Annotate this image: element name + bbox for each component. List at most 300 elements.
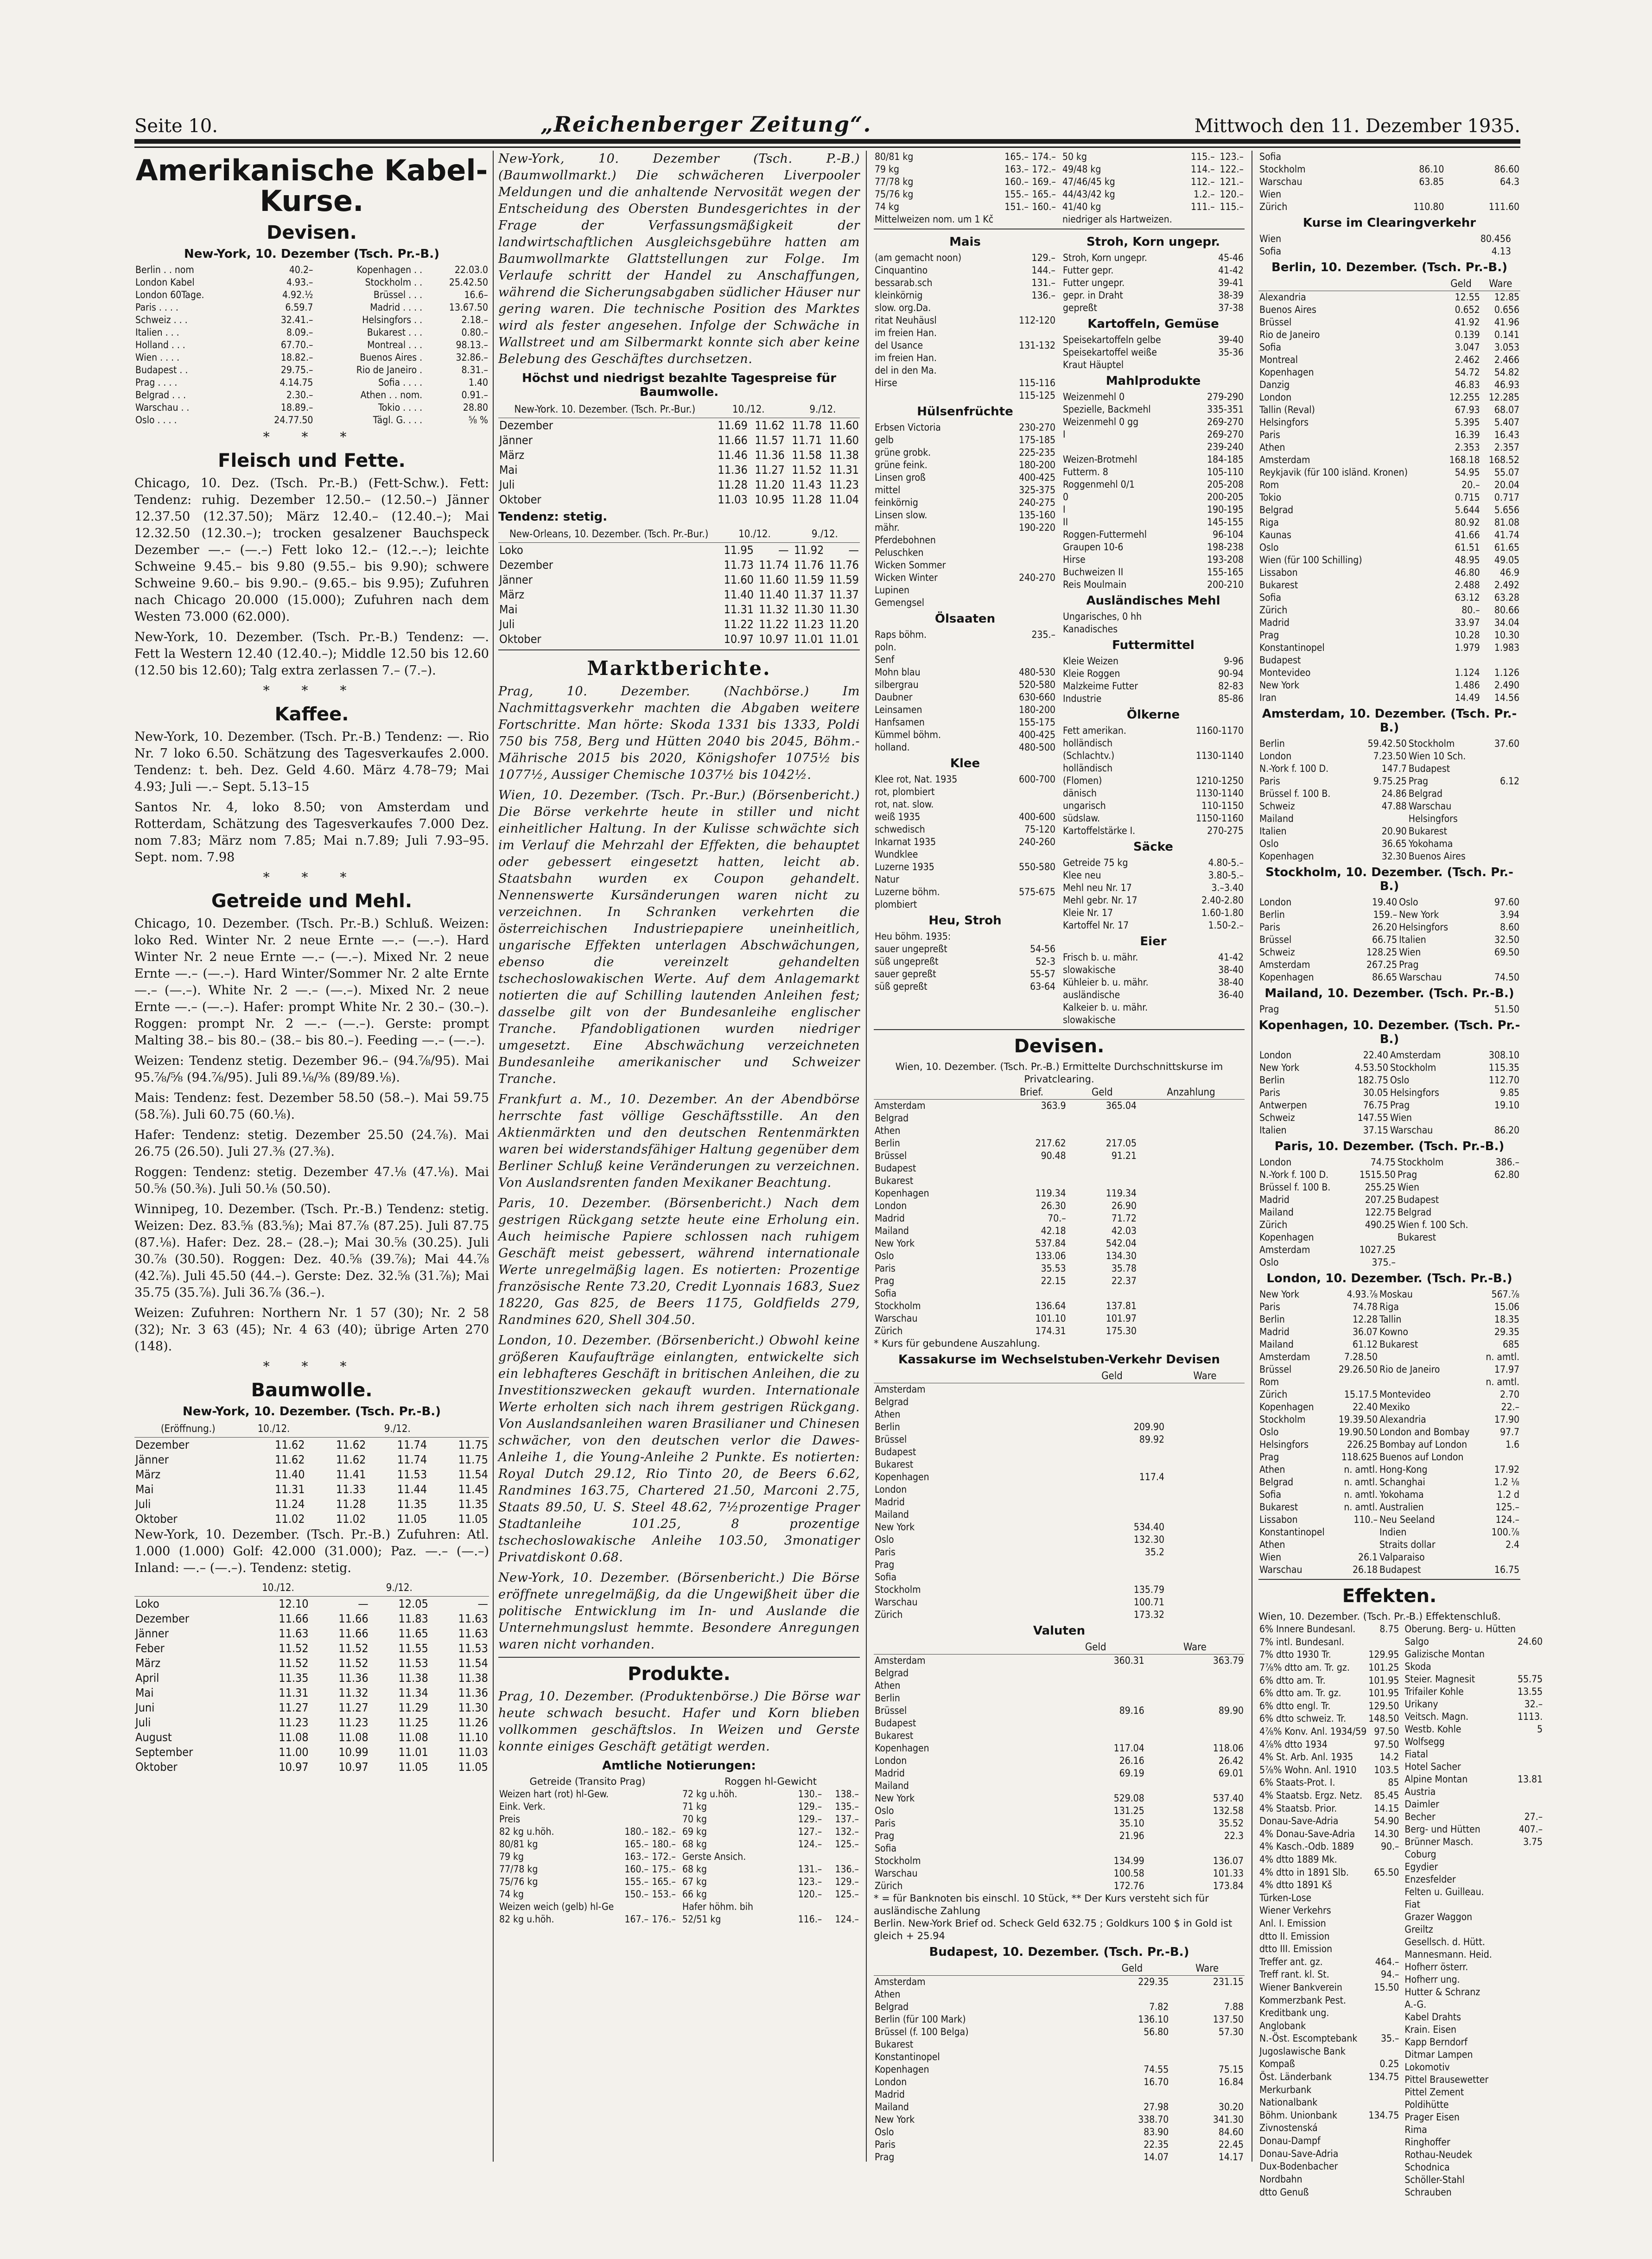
table-cell: Nationalbank	[1259, 2097, 1318, 2108]
stockholm-table	[1258, 896, 1520, 984]
table-cell: Berlin	[1259, 738, 1285, 749]
table-cell: London	[1259, 392, 1292, 403]
table-row	[1258, 2058, 1400, 2071]
table-cell: 11.63	[458, 1612, 488, 1625]
table-cell: Athen	[875, 1680, 901, 1691]
table-cell: 3.80-5.–	[1208, 870, 1244, 881]
table-cell: 4⅞% dtto 1934	[1259, 1738, 1328, 1750]
table-cell: 163.–	[624, 1851, 648, 1862]
table-cell	[1354, 813, 1407, 825]
divider	[1258, 1579, 1520, 1580]
table-cell: Inkarnat 1935	[875, 836, 936, 847]
table-cell: 160.–	[1004, 176, 1029, 187]
table-cell: 69.50	[1494, 947, 1519, 958]
mailand-table	[1258, 1003, 1520, 1016]
table-row	[874, 811, 1056, 823]
table-cell: ritat Neuhäusl	[875, 315, 937, 326]
table-cell: 128.25	[1366, 947, 1398, 958]
table-row	[874, 823, 1056, 836]
table-cell: 172.–	[1032, 164, 1056, 175]
table-cell: 46.83	[1455, 379, 1480, 390]
table-row	[134, 1452, 489, 1467]
table-cell: Kraut Häuptel	[1063, 359, 1124, 370]
table-cell: 12.85	[1494, 292, 1519, 303]
table-cell: Tallin	[1379, 1314, 1402, 1325]
table-cell: 21.96	[1119, 1830, 1144, 1841]
table-cell: Warschau . .	[135, 402, 190, 413]
table-cell: 54.82	[1494, 367, 1519, 378]
table-cell: 155-165	[1207, 566, 1244, 578]
table-row	[1258, 2096, 1400, 2109]
table-cell: 15.17.5	[1344, 1389, 1378, 1400]
table-cell: 168.18	[1449, 454, 1480, 465]
table-cell: Hirse	[875, 377, 897, 388]
table-cell: 360.31	[1113, 1655, 1144, 1666]
table-cell: Mohn blau	[875, 667, 921, 678]
table-cell	[1165, 1596, 1245, 1609]
table-row	[874, 1187, 1245, 1200]
table-cell	[1517, 2161, 1544, 2174]
table-cell: 39-40	[1218, 334, 1244, 345]
table-cell: 165.–	[652, 1876, 676, 1887]
table-cell: Mailand	[875, 2101, 909, 2113]
table-cell: 32.41.–	[280, 314, 313, 325]
table-cell: 117.4	[1139, 1471, 1164, 1483]
table-row	[1258, 1687, 1400, 1700]
table-cell: Öst. Länderbank	[1259, 2071, 1332, 2083]
table-cell: 11.60	[829, 433, 859, 447]
table-cell: 41/40 kg	[1062, 201, 1101, 212]
table-cell: Oslo	[1399, 897, 1418, 908]
table-cell	[1487, 1194, 1520, 1206]
table-cell: Budapest	[875, 1446, 916, 1457]
heu-table	[874, 930, 1056, 993]
table-cell: 22.3	[1224, 1830, 1244, 1841]
table-cell: Kaunas	[1259, 529, 1291, 541]
table-cell	[1095, 2038, 1170, 2051]
table-cell: Rom	[1259, 1376, 1279, 1387]
table-cell: 16.84	[1218, 2076, 1244, 2087]
table-cell: Zürich	[1259, 1389, 1288, 1400]
table-cell: Kopenhagen	[1259, 972, 1314, 983]
table-cell: 12.255	[1449, 392, 1480, 403]
table-cell: kleinkörnig	[875, 290, 923, 301]
table-cell: 26.18	[1352, 1564, 1378, 1575]
table-cell	[1487, 1206, 1520, 1219]
table-cell	[1067, 1162, 1137, 1175]
table-row	[1258, 1464, 1520, 1476]
table-cell	[1169, 2088, 1245, 2101]
saecke-title: Säcke	[1133, 840, 1173, 854]
table-row	[874, 1817, 1245, 1830]
table-cell: 115.35	[1488, 1062, 1519, 1073]
table-cell: Prag	[875, 1275, 895, 1286]
table-header-cell: 9./12.	[790, 527, 860, 543]
table-cell: 67.93	[1455, 404, 1480, 415]
table-row	[874, 471, 1056, 484]
table-cell: 153.–	[652, 1889, 676, 1900]
table-cell: 11.08	[398, 1731, 428, 1744]
table-row	[874, 421, 1056, 434]
table-cell: 63.85	[1419, 176, 1444, 187]
table-cell	[1367, 2173, 1400, 2186]
table-cell: 18.35	[1494, 1314, 1519, 1325]
table-cell: Cinquantino	[875, 265, 928, 276]
table-cell: n. amtl.	[1344, 1476, 1378, 1488]
table-cell: 6.59.7	[285, 302, 313, 313]
table-row	[1258, 1194, 1520, 1206]
table-row	[1258, 1363, 1520, 1376]
table-cell: Anl. I. Emission	[1259, 1917, 1326, 1929]
table-cell	[999, 898, 1056, 911]
table-row	[874, 327, 1056, 339]
table-cell	[993, 559, 1056, 572]
table-row	[1062, 554, 1245, 566]
table-row	[1258, 354, 1520, 366]
table-cell: Berg- und Hütten	[1404, 1824, 1480, 1835]
table-cell: 11.28	[336, 1497, 366, 1511]
table-row	[1258, 341, 1520, 354]
table-cell: Sofia	[1259, 246, 1282, 257]
eier-table	[1062, 951, 1245, 1026]
table-row	[1258, 566, 1520, 579]
table-cell: Tokio . . . .	[378, 402, 423, 413]
table-cell: Budapest	[875, 1718, 916, 1729]
table-cell	[1165, 1458, 1245, 1471]
table-cell: 2.40-2.80	[1201, 895, 1244, 906]
table-header-cell: 10./12.	[247, 1580, 309, 1597]
table-cell: Juli	[499, 617, 515, 631]
table-cell: Indien	[1379, 1527, 1407, 1538]
table-row	[874, 1508, 1245, 1521]
table-row	[1062, 882, 1245, 894]
table-cell: 46.80	[1455, 567, 1480, 578]
table-row	[874, 2063, 1245, 2076]
table-row	[1061, 188, 1245, 201]
table-cell: Prag . . . .	[135, 377, 178, 388]
table-cell: Paris	[1259, 1301, 1280, 1312]
table-cell	[1165, 1471, 1245, 1483]
table-row	[874, 1680, 1245, 1692]
table-cell: Bombay auf London	[1379, 1439, 1468, 1450]
table-cell: Amsterdam	[1259, 1351, 1310, 1362]
table-row	[874, 446, 1056, 459]
table-cell	[1517, 1861, 1544, 1873]
table-cell: 27.–	[1524, 1811, 1543, 1822]
table-row	[1258, 1074, 1520, 1087]
table-row	[874, 2013, 1245, 2026]
table-row	[874, 1396, 1245, 1408]
table-row	[874, 729, 1056, 741]
table-cell: mähr.	[875, 522, 900, 533]
table-row	[874, 1312, 1245, 1325]
table-cell: 11.03	[458, 1745, 488, 1759]
table-row	[874, 1408, 1245, 1421]
table-cell: Kopenhagen	[1259, 1401, 1314, 1413]
table-cell: Mailand	[875, 1780, 909, 1791]
table-cell: Mai	[135, 1686, 154, 1699]
table-row	[1258, 775, 1520, 788]
table-cell	[1165, 1546, 1245, 1559]
table-cell	[1145, 1717, 1245, 1730]
table-cell	[1165, 1433, 1245, 1446]
table-cell: 11.76	[829, 558, 859, 572]
table-cell: 136.–	[1031, 290, 1055, 301]
table-cell: 97.50	[1374, 1738, 1399, 1750]
table-cell	[622, 1788, 649, 1801]
table-header-cell	[1258, 277, 1441, 291]
table-row	[874, 898, 1056, 911]
table-cell: 11.35	[279, 1671, 309, 1685]
table-cell: ⅝ %	[468, 414, 488, 426]
table-cell: 76.75	[1363, 1100, 1388, 1111]
table-row	[874, 1596, 1245, 1609]
table-cell: 10.97	[279, 1760, 309, 1774]
table-row	[1061, 151, 1245, 163]
table-row	[1258, 629, 1520, 642]
table-cell: 15.06	[1494, 1301, 1519, 1312]
table-row	[1404, 2024, 1544, 2036]
table-cell	[1169, 2051, 1245, 2063]
table-cell: 132.–	[835, 1826, 859, 1837]
table-row	[1258, 1501, 1520, 1514]
cotton-market-report: New-York, 10. Dezember (Tsch. P.-B.) (Baumwollmarkt.) Die schwächeren Liverpooler Meldungen und die anhaltende Nervosität wegen der Entscheidung des Obersten Bundesgerichtes in der Frage der Verfassungsmäßigkeit der landwirtschaftlichen Ausgleichsgebühre hatten am Baumwollmarkte Glattstellungen zur Folge. Im Verlaufe schritt der Handel zu Anschaffungen, während die Sicherungsabgaben südlicher Häuser nur gering waren. Die technische Position des Marktes wird als fester angesehen. Infolge der Schwäche in Wallstreet und am Silbermarkt konnte sich aber keine Belebung des Geschäftes durchsetzen.	[498, 152, 860, 366]
table-header-row	[134, 1421, 489, 1438]
table-cell: 14.07	[1144, 2151, 1169, 2163]
clearing-title: Kurse im Clearingverkehr	[1303, 216, 1476, 230]
table-cell: 41-42	[1218, 952, 1244, 963]
column-divider	[493, 151, 494, 2162]
table-cell: 11.66	[338, 1627, 369, 1640]
table-cell: Luzerne 1935	[875, 861, 934, 872]
table-row	[874, 509, 1056, 522]
mais-table	[874, 252, 1056, 402]
table-row	[874, 1471, 1245, 1483]
table-cell: 125.–	[835, 1889, 859, 1900]
table-cell: Amsterdam	[1390, 1050, 1441, 1061]
table-cell	[1367, 1904, 1400, 1917]
table-row	[1258, 291, 1520, 304]
table-cell: Dezember	[499, 558, 553, 572]
table-cell: 11.22	[759, 617, 789, 631]
page-number: Seite 10.	[134, 115, 218, 137]
table-row	[1062, 441, 1245, 453]
table-cell: 11.30	[458, 1701, 488, 1714]
table-cell: 100.58	[1113, 1868, 1144, 1879]
table-cell: 29.35	[1494, 1326, 1519, 1337]
table-cell: Brüssel . . .	[373, 289, 423, 300]
table-cell: 239-240	[1207, 441, 1244, 452]
table-cell: 118.625	[1341, 1451, 1378, 1463]
table-cell: 129.–	[798, 1801, 822, 1812]
table-row	[1258, 1326, 1520, 1338]
table-cell: Tallin (Reval)	[1259, 404, 1315, 415]
table-cell: Industrie	[1063, 693, 1102, 704]
table-row	[874, 679, 1056, 691]
table-cell: 3.047	[1455, 342, 1480, 353]
table-row	[1062, 869, 1245, 882]
table-cell: 74 kg	[499, 1889, 524, 1900]
table-row	[498, 1913, 677, 1926]
table-cell: Zürich	[1259, 201, 1288, 212]
table-cell: Madrid	[875, 1496, 905, 1508]
table-cell: 1.2 d	[1497, 1489, 1519, 1500]
table-cell: Malzkeime Futter	[1063, 681, 1138, 692]
table-row	[1258, 604, 1520, 617]
table-cell: 41.66	[1455, 529, 1480, 541]
table-cell: 400-425	[1019, 472, 1055, 483]
table-row	[498, 573, 860, 587]
kaffee-title: Kaffee.	[274, 704, 349, 725]
table-cell: 16.70	[1144, 2076, 1169, 2087]
table-cell: im freien Han.	[875, 327, 937, 338]
table-cell: Iran	[1259, 692, 1277, 703]
table-row	[874, 786, 1056, 798]
table-cell: Jänner	[499, 573, 533, 586]
table-cell: Sofia	[1259, 342, 1282, 353]
table-cell: 74.75	[1370, 1157, 1396, 1168]
table-cell: 11.66	[718, 433, 748, 447]
table-cell: Wien	[1259, 233, 1282, 244]
table-cell	[786, 1901, 823, 1913]
table-row	[1258, 163, 1520, 176]
table-row	[1404, 1936, 1544, 1948]
table-row	[1258, 738, 1520, 750]
table-cell: Lissabon	[1259, 1514, 1298, 1525]
table-cell: 11.23	[338, 1716, 369, 1729]
table-cell: 1.50-2.–	[1208, 920, 1244, 931]
table-cell: Brüssel f. 100 B.	[1259, 1182, 1331, 1193]
table-cell: 38-39	[1218, 290, 1244, 301]
table-cell: 217.05	[1106, 1138, 1137, 1149]
table-cell: Juli	[499, 478, 515, 491]
table-cell: 5.395	[1455, 417, 1480, 428]
table-row	[498, 1863, 677, 1876]
table-cell	[1205, 359, 1245, 371]
table-cell: 11.27	[279, 1701, 309, 1714]
table-row	[874, 1325, 1245, 1337]
table-cell: Kompaß	[1259, 2058, 1295, 2070]
table-cell: Athen	[875, 1409, 901, 1420]
table-row	[1258, 1955, 1400, 1968]
table-cell: 10.97	[759, 632, 789, 646]
table-row	[1258, 1853, 1400, 1866]
table-row	[134, 1671, 489, 1686]
table-cell: 2.18.–	[461, 314, 488, 325]
table-cell: Sofia	[875, 1843, 897, 1854]
table-row	[1258, 1879, 1400, 1892]
table-cell: 0.652	[1455, 304, 1480, 315]
table-cell: Böhm. Unionbank	[1259, 2109, 1337, 2121]
table-cell: 74.78	[1352, 1301, 1378, 1312]
auslaend-mehl-title: Ausländisches Mehl	[1086, 594, 1220, 608]
table-cell: 11.43	[792, 478, 822, 491]
devisen-wien-head: Wien, 10. Dezember. (Tsch. Pr.-B.) Ermittelte Durchschnittskurse im Privatclearing.	[895, 1061, 1223, 1085]
table-cell: 22.15	[1041, 1275, 1066, 1286]
table-cell: Kopenhagen	[1259, 851, 1314, 862]
table-cell: Mexiko	[1379, 1401, 1410, 1413]
table-row	[874, 1546, 1245, 1559]
table-cell: 11.66	[338, 1612, 369, 1625]
table-cell: Italien	[1399, 934, 1426, 945]
table-row	[1258, 1904, 1400, 1917]
table-row	[874, 188, 1057, 201]
table-cell: März	[135, 1468, 161, 1481]
table-cell: 6% dtto schweiz. Tr.	[1259, 1713, 1347, 1724]
table-cell	[1478, 959, 1520, 971]
table-row	[134, 364, 489, 376]
table-row	[1258, 1802, 1400, 1815]
table-cell: Preis	[499, 1814, 521, 1825]
table-row	[874, 264, 1056, 277]
table-cell	[1517, 2111, 1544, 2124]
getreide-para: Roggen: Tendenz: stetig. Dezember 47.⅛ (47.⅛). Mai 50.⅝ (50.⅜). Juli 50.⅛ (50.50).	[134, 1165, 489, 1196]
table-cell	[1201, 1014, 1245, 1026]
table-row	[874, 1730, 1245, 1742]
table-cell: Heu böhm. 1935:	[875, 931, 951, 942]
table-row	[1258, 1725, 1400, 1738]
table-cell: 4.14.75	[280, 377, 313, 388]
table-cell: 122.–	[1220, 164, 1244, 175]
table-cell: 75.15	[1218, 2064, 1244, 2075]
table-cell: Oslo	[1259, 542, 1279, 553]
table-cell: London	[875, 1755, 907, 1766]
table-cell: 11.54	[458, 1468, 488, 1481]
table-cell: Italien . . .	[135, 327, 179, 338]
stroh-table	[1062, 252, 1245, 314]
getreide-para: Mais: Tendenz: fest. Dezember 58.50 (58.–). Mai 59.75 (58.⅞). Juli 60.75 (60.⅛).	[134, 1091, 489, 1122]
table-cell: schwedisch	[875, 824, 925, 835]
table-cell: 20.–	[1461, 479, 1480, 490]
table-cell: 19.90.50	[1338, 1426, 1378, 1438]
table-cell	[1367, 2147, 1400, 2160]
table-row	[1258, 1648, 1400, 1661]
table-cell: 11.27	[338, 1701, 369, 1714]
table-cell: Pittel Brausewetter	[1404, 2074, 1489, 2085]
table-cell: 137.50	[1213, 2014, 1244, 2025]
table-cell	[1165, 1408, 1245, 1421]
table-row	[1062, 516, 1245, 528]
table-row	[874, 1867, 1245, 1880]
table-row	[1258, 176, 1520, 188]
table-cell: Zürich	[1259, 1219, 1288, 1230]
table-cell: 2.70	[1500, 1389, 1519, 1400]
table-cell: Weizen hart (rot) hl-Gew.	[499, 1788, 609, 1800]
table-cell: 7.88	[1224, 2001, 1244, 2012]
table-row	[1404, 1723, 1544, 1736]
getreide-para: Hafer: Tendenz: stetig. Dezember 25.50 (24.⅞). Mai 26.75 (26.50). Juli 27.⅜ (27.⅜).	[134, 1128, 489, 1159]
marktberichte-title: Marktberichte.	[587, 657, 771, 680]
heu-title: Heu, Stroh	[928, 914, 1002, 928]
table-cell: Wien	[1399, 947, 1421, 958]
cable-rates-title: Amerikanische Kabel-Kurse.	[135, 153, 488, 218]
table-cell: 2.4	[1505, 1539, 1519, 1550]
table-cell	[1349, 1231, 1397, 1244]
table-row	[1258, 1301, 1520, 1313]
table-cell: Stockholm	[1259, 164, 1306, 175]
table-row	[874, 163, 1057, 176]
table-cell: 54.72	[1455, 367, 1480, 378]
table-cell: 11.31	[829, 463, 859, 477]
table-cell: n. amtl.	[1344, 1464, 1378, 1475]
table-row	[874, 201, 1057, 213]
table-cell	[1517, 1848, 1544, 1861]
table-row	[1062, 812, 1245, 825]
baumwolle-source: New-York, 10. Dezember. (Tsch. Pr.-B.)	[182, 1405, 441, 1419]
table-row	[134, 1730, 489, 1745]
table-cell: 180.–	[652, 1839, 676, 1850]
table-cell	[1165, 1584, 1245, 1596]
